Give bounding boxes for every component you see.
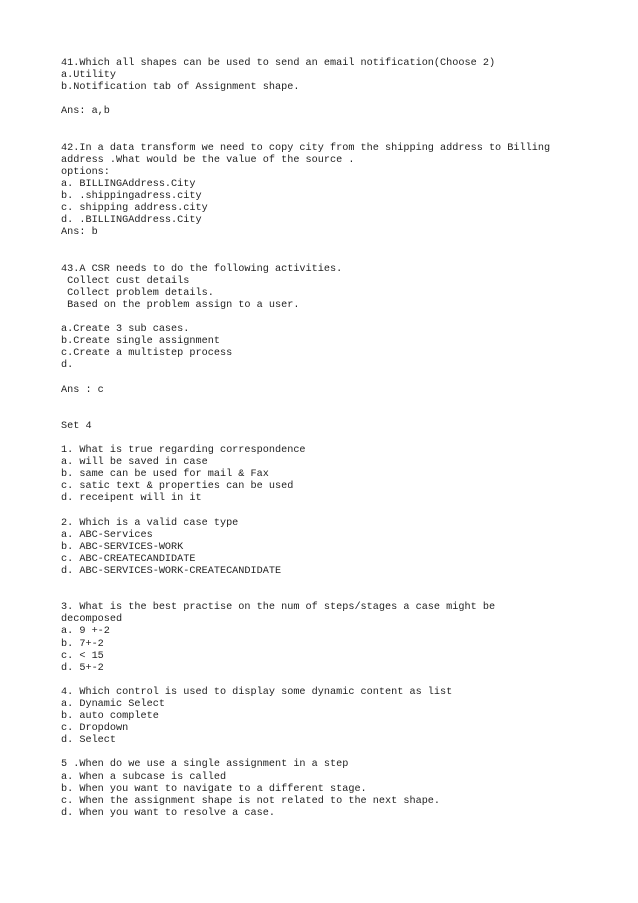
text-line: Collect cust details: [61, 275, 190, 287]
text-line: 41.Which all shapes can be used to send an email notification(Choose 2): [61, 58, 496, 69]
text-line: a. Dynamic Select: [61, 698, 165, 710]
text-line: a. When a subcase is called: [61, 771, 227, 783]
text-line: Collect problem details.: [61, 287, 214, 299]
text-line: a. will be saved in case: [61, 457, 208, 469]
blank-line: [61, 578, 631, 590]
text-line: d. .BILLINGAddress.City: [61, 215, 202, 227]
blank-line: [61, 409, 631, 421]
text-line: 42.In a data transform we need to copy city from the shipping address to Billing: [61, 142, 551, 154]
blank-line: [61, 252, 631, 264]
text-line: b. .shippingadress.city: [61, 191, 202, 203]
text-line: Set 4: [61, 420, 92, 432]
text-line: b.Create single assignment: [61, 336, 220, 348]
text-line: 2. Which is a valid case type: [61, 517, 239, 529]
blank-line: [61, 239, 631, 251]
text-line: a. ABC-Services: [61, 529, 153, 541]
blank-line: [61, 590, 631, 602]
text-line: address .What would be the value of the source .: [61, 154, 355, 166]
text-line: 43.A CSR needs to do the following activities.: [61, 263, 343, 275]
text-line: b.Notification tab of Assignment shape.: [61, 82, 300, 94]
text-line: Ans: b: [61, 227, 98, 239]
text-line: a. BILLINGAddress.City: [61, 178, 196, 190]
text-line: Ans: a,b: [61, 106, 110, 118]
blank-line: [61, 118, 631, 130]
text-line: c.Create a multistep process: [61, 348, 233, 360]
text-line: 4. Which control is used to display some dynamic content as list: [61, 686, 453, 698]
text-line: c. satic text & properties can be used: [61, 481, 294, 493]
text-line: 3. What is the best practise on the num of steps/stages a case might be: [61, 602, 496, 614]
text-line: c. When the assignment shape is not related to the next shape.: [61, 795, 441, 807]
blank-line: [61, 397, 631, 409]
blank-line: [61, 94, 631, 106]
text-line: b. When you want to navigate to a different stage.: [61, 783, 367, 795]
document-page: [61, 58, 631, 820]
blank-line: [61, 433, 631, 445]
blank-line: [61, 312, 631, 324]
text-line: b. 7+-2: [61, 638, 104, 650]
text-line: a.Utility: [61, 70, 117, 82]
blank-line: [61, 675, 631, 687]
text-line: c. shipping address.city: [61, 203, 208, 215]
blank-line: [61, 505, 631, 517]
blank-line: [61, 131, 631, 143]
text-line: b. ABC-SERVICES-WORK: [61, 541, 184, 553]
text-line: c. ABC-CREATECANDIDATE: [61, 553, 196, 565]
text-line: d. 5+-2: [61, 662, 104, 674]
text-line: c. Dropdown: [61, 723, 129, 735]
text-line: a. 9 +-2: [61, 626, 110, 638]
text-line: Ans : c: [61, 384, 104, 396]
text-line: 5 .When do we use a single assignment in a step: [61, 759, 349, 771]
text-line: d. Select: [61, 735, 117, 747]
text-line: c. < 15: [61, 650, 104, 662]
text-line: d. ABC-SERVICES-WORK-CREATECANDIDATE: [61, 565, 282, 577]
text-line: b. same can be used for mail & Fax: [61, 469, 269, 481]
text-line: d. receipent will in it: [61, 493, 202, 505]
blank-line: [61, 372, 631, 384]
text-line: a.Create 3 sub cases.: [61, 324, 190, 336]
text-line: b. auto complete: [61, 711, 159, 723]
blank-line: [61, 747, 631, 759]
text-line: d.: [61, 360, 74, 372]
text-line: Based on the problem assign to a user.: [61, 299, 300, 311]
text-line: decomposed: [61, 614, 123, 626]
text-line: 1. What is true regarding correspondence: [61, 445, 306, 456]
text-line: options:: [61, 166, 110, 178]
text-line: d. When you want to resolve a case.: [61, 807, 275, 819]
